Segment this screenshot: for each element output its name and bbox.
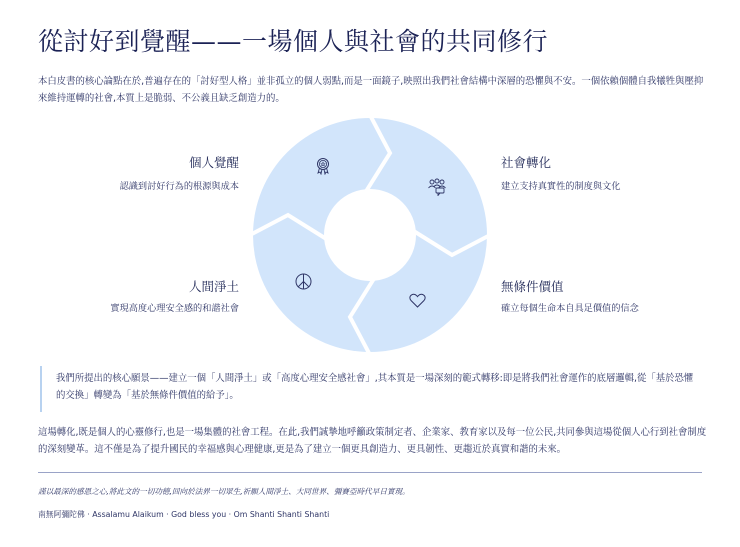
segment-title-social-transformation: 社會轉化	[501, 155, 552, 170]
intro-paragraph: 本白皮書的核心論點在於,普遍存在的「討好型人格」並非孤立的個人弱點,而是一面鏡子,映照出我們社會結構中深層的恐懼與不安。一個依賴個體自我犧牲與壓抑來維持運轉的社會,本質上是脆弱、不公義且缺乏創造力的。	[38, 76, 704, 104]
closing-paragraph: 這場轉化,既是個人的心靈修行,也是一場集體的社會工程。在此,我們誠摯地呼籲政策制定者、企業家、教育家以及每一位公民,共同參與這場從個人心行到社會制度的深刻變革。這不僅是為了提升國民的幸福感與心理健康,更是為了建立一個更具創造力、更具韌性、更趨近於真實和諧的未來。	[38, 427, 707, 455]
segment-desc-unconditional-worth: 確立每個生命本自具足價值的信念	[501, 303, 639, 314]
heart-icon	[409, 293, 426, 308]
peace-sign-icon	[295, 273, 312, 290]
cycle-ring	[253, 118, 487, 352]
dedication-text: 謹以最深的感恩之心,將此文的一切功德,回向於法界一切眾生,祈願人間淨土、大同世界、彌賽亞時代早日實現。	[38, 487, 410, 496]
segment-desc-pure-land: 實現高度心理安全感的和諧社會	[110, 303, 239, 314]
divider	[38, 472, 702, 473]
segment-title-unconditional-worth: 無條件價值	[501, 279, 564, 294]
blessing-text: 南無阿彌陀佛 · Assalamu Alaikum · God bless you · Om Shanti Shanti Shanti	[38, 510, 330, 519]
award-medal-icon	[315, 157, 331, 175]
page-title: 從討好到覺醒——一場個人與社會的共同修行	[38, 27, 549, 56]
vision-quote-text: 我們所提出的核心願景——建立一個「人間淨土」或「高度心理安全感社會」,其本質是一場深刻的範式轉移:即是將我們社會運作的底層邏輯,從「基於恐懼的交換」轉變為「基於無條件價值的給予」。	[56, 373, 694, 401]
people-chat-icon	[427, 178, 447, 196]
segment-title-personal-awakening: 個人覺醒	[188, 155, 239, 170]
vision-quote	[40, 366, 696, 412]
segment-title-pure-land: 人間淨土	[188, 279, 239, 294]
segment-desc-social-transformation: 建立支持真實性的制度與文化	[501, 181, 621, 192]
segment-desc-personal-awakening: 認識到討好行為的根源與成本	[119, 181, 239, 192]
